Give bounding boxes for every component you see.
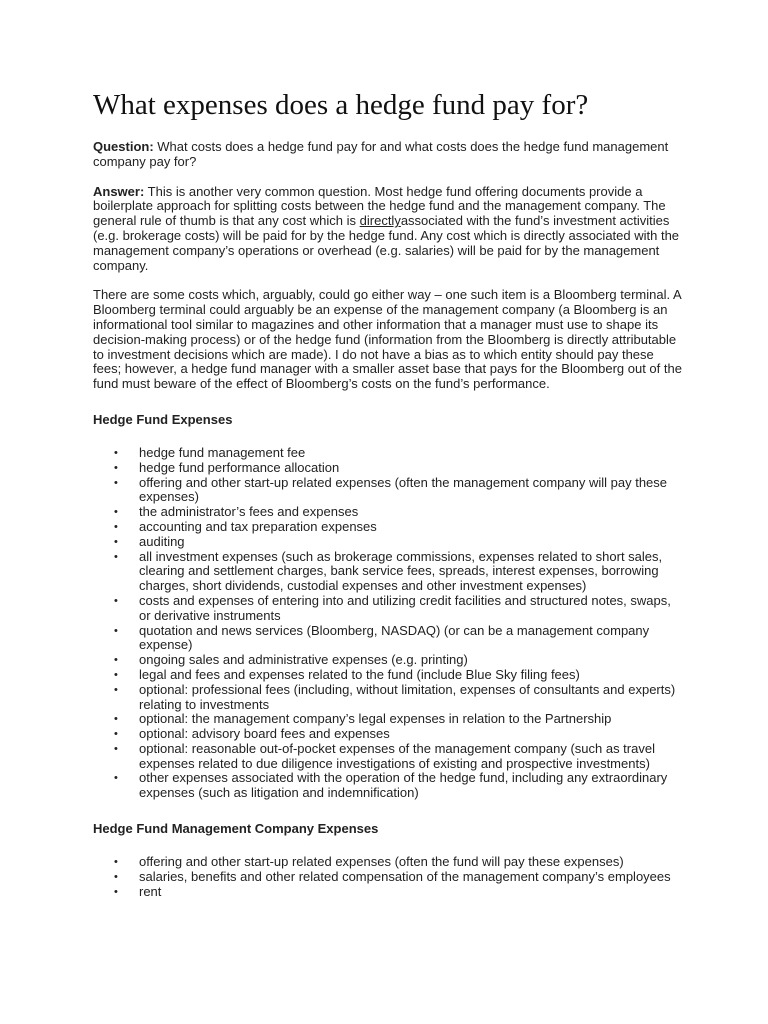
answer-paragraph [93, 185, 683, 274]
list-item: • the administrator’s fees and expenses [93, 505, 683, 520]
list-item: • hedge fund performance allocation [93, 461, 683, 476]
list-item: • optional: reasonable out-of-pocket expenses of the management company (such as travel expenses related to due diligence investigations of existing and prospective investments) [93, 742, 683, 772]
list-item: • other expenses associated with the operation of the hedge fund, including any extraordinary expenses (such as litigation and indemnification) [93, 771, 683, 801]
list-item: • rent [93, 885, 683, 900]
list-item: • offering and other start-up related expenses (often the fund will pay these expenses) [93, 855, 683, 870]
list-item: • legal and fees and expenses related to the fund (include Blue Sky filing fees) [93, 668, 683, 683]
list-item: • optional: advisory board fees and expenses [93, 727, 683, 742]
question-text: What costs does a hedge fund pay for and what costs does the hedge fund management company pay for? [93, 139, 669, 169]
question-label: Question: [93, 139, 154, 154]
list-item: • optional: the management company’s legal expenses in relation to the Partnership [93, 712, 683, 727]
list-item: • optional: professional fees (including, without limitation, expenses of consultants and experts) relating to investments [93, 683, 683, 713]
list-item: • hedge fund management fee [93, 446, 683, 461]
answer-underlined-word: directly [359, 213, 401, 229]
answer-label: Answer: [93, 183, 145, 199]
list-item: • auditing [93, 535, 683, 550]
bloomberg-paragraph: There are some costs which, arguably, could go either way – one such item is a Bloomberg terminal. A Bloomberg terminal could arguably be an expense of the management company (a Bloomberg is an informational tool similar to magazines and other information that a manager must use to shape its decision-making process) or of the hedge fund (information from the Bloomberg is directly attributable to investment decisions which are made). I do not have a bias as to which entity should pay these fees; however, a hedge fund manager with a smaller asset base that pays for the Bloomberg out of the fund must beware of the effect of Bloomberg’s costs on the fund’s performance. [93, 287, 682, 392]
fund-expenses-list [93, 446, 683, 801]
answer-text-after: associated with the fund’s investment activities (e.g. brokerage costs) will be paid for by the hedge fund. Any cost which is directly associated with the management company’s operations or overhead (e.g. salaries) will be paid for by the management company. [93, 213, 680, 273]
list-item: • accounting and tax preparation expenses [93, 520, 683, 535]
list-item: • all investment expenses (such as brokerage commissions, expenses related to short sales, clearing and settlement charges, bank service fees, spreads, interest expenses, borrowing charges, short dividends, custodial expenses and other investment expenses) [93, 550, 683, 594]
list-item: • offering and other start-up related expenses (often the management company will pay these expenses) [93, 476, 683, 506]
fund-expenses-heading: Hedge Fund Expenses [93, 411, 233, 427]
list-item: • quotation and news services (Bloomberg, NASDAQ) (or can be a management company expense) [93, 624, 683, 654]
list-item: • salaries, benefits and other related compensation of the management company’s employees [93, 870, 683, 885]
list-item: • costs and expenses of entering into and utilizing credit facilities and structured notes, swaps, or derivative instruments [93, 594, 683, 624]
list-item: • ongoing sales and administrative expenses (e.g. printing) [93, 653, 683, 668]
document-page [93, 88, 683, 899]
page-title: What expenses does a hedge fund pay for? [93, 89, 589, 121]
answer-text-before: This is another very common question. Most hedge fund offering documents provide a boilerplate approach for splitting costs between the hedge fund and the management company. The general rule of thumb is that any cost which is [93, 183, 666, 229]
question-paragraph [93, 140, 683, 170]
mgmt-expenses-list [93, 855, 683, 899]
mgmt-expenses-heading: Hedge Fund Management Company Expenses [93, 821, 379, 837]
